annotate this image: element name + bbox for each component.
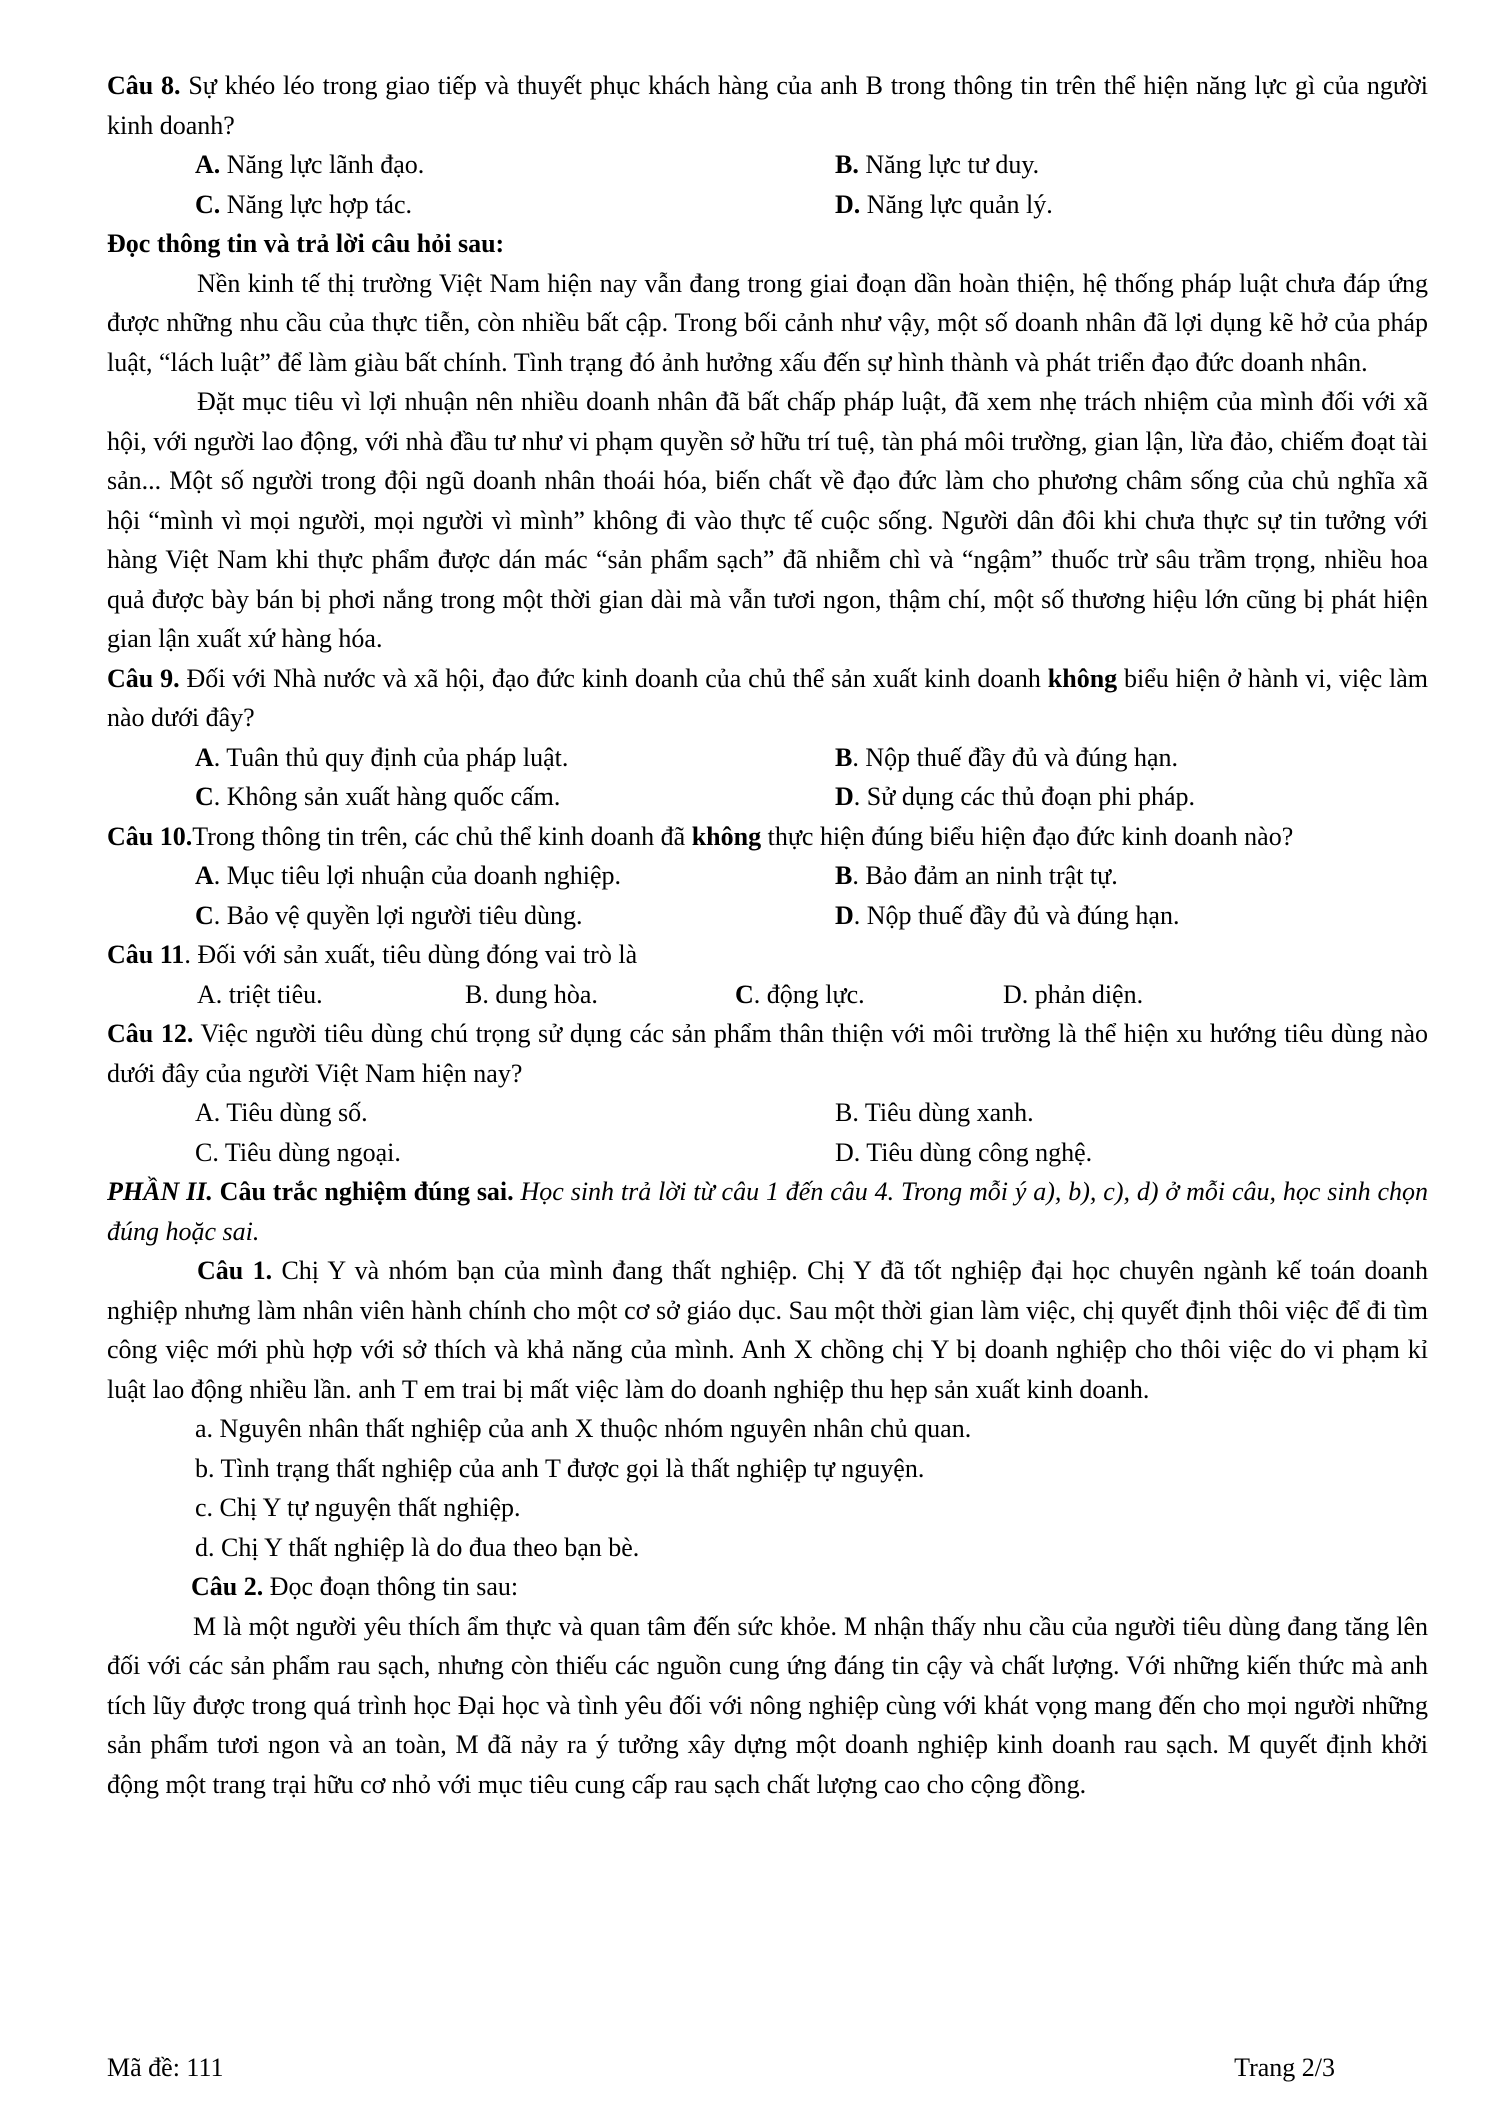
question-label: Câu 2. <box>191 1572 264 1601</box>
option-b: B. Nộp thuế đầy đủ và đúng hạn. <box>835 742 1179 772</box>
option-d: D. Tiêu dùng công nghệ. <box>835 1137 1093 1167</box>
question-label: Câu 9. <box>107 663 180 693</box>
option-c: C. Năng lực hợp tác. <box>195 189 413 219</box>
question-label: Câu 10. <box>107 821 193 851</box>
question-10-options <box>107 856 1428 935</box>
option-b: B. Bảo đảm an ninh trật tự. <box>835 861 1118 890</box>
emphasis-word: không <box>691 821 762 851</box>
option-a: A. Tiêu dùng số. <box>195 1098 368 1127</box>
question-text: Sự khéo léo trong giao tiếp và thuyết phục khách hàng của anh B trong thông tin trên thể hiện năng lực gì của người kinh doanh? <box>107 71 1428 140</box>
option-b: B. Tiêu dùng xanh. <box>835 1098 1034 1127</box>
part-label: PHẦN II. <box>107 1177 213 1206</box>
option-d: D. Năng lực quản lý. <box>835 189 1053 219</box>
question-10: Câu 10.Trong thông tin trên, các chủ thể kinh doanh đã không thực hiện đúng biểu hiện đạo đức kinh doanh nào? <box>107 821 1294 851</box>
option-a: A. Năng lực lãnh đạo. <box>195 150 425 179</box>
page-number: Trang 2/3 <box>1234 2053 1335 2082</box>
part-2-question-2: Câu 2. Đọc đoạn thông tin sau: <box>191 1572 519 1601</box>
question-label: Câu 8. <box>107 71 181 100</box>
question-label: Câu 1. <box>197 1256 273 1285</box>
question-12-options <box>107 1093 1428 1172</box>
question-11: Câu 11. Đối với sản xuất, tiêu dùng đóng vai trò là <box>107 940 638 969</box>
option-d: D. Nộp thuế đầy đủ và đúng hạn. <box>835 900 1180 930</box>
option-c: C. Bảo vệ quyền lợi người tiêu dùng. <box>195 900 583 930</box>
option-d: D. phản diện. <box>1003 979 1144 1009</box>
option-b: B. dung hòa. <box>465 979 598 1009</box>
part-instruction: Học sinh trả lời từ câu 1 đến câu 4. Trong mỗi ý a), b), c), d) ở mỗi câu, học sinh chọn đúng hoặc sai. <box>107 1177 1429 1246</box>
page-footer <box>107 2048 1335 2088</box>
part-2-header <box>107 1172 1428 1251</box>
part-title: Câu trắc nghiệm đúng sai. <box>212 1177 514 1206</box>
question-label: Câu 12. <box>107 1019 194 1048</box>
reading-heading: Đọc thông tin và trả lời câu hỏi sau: <box>107 229 505 258</box>
reading-paragraph-1: Nền kinh tế thị trường Việt Nam hiện nay vẫn đang trong giai đoạn dần hoàn thiện, hệ thống pháp luật chưa đáp ứng được những nhu cầu của thực tiễn, còn nhiều bất cập. Trong bối cảnh như vậy, một số doanh nhân đã lợi dụng kẽ hở của pháp luật, “lách luật” để làm giàu bất chính. Tình trạng đó ảnh hưởng xấu đến sự hình thành và phát triển đạo đức doanh nhân. <box>107 268 1428 377</box>
question-11-options <box>107 975 1428 1015</box>
option-a: A. triệt tiêu. <box>197 979 323 1009</box>
part-2-question-2-paragraph: M là một người yêu thích ẩm thực và quan tâm đến sức khỏe. M nhận thấy nhu cầu của người tiêu dùng đang tăng lên đối với các sản phẩm rau sạch, nhưng còn thiếu các nguồn cung ứng đáng tin cậy và chất lượng. Với những kiến thức mà anh tích lũy được trong quá trình học Đại học và tình yêu đối với nông nghiệp cùng với khát vọng mang đến cho mọi người những sản phẩm tươi ngon và an toàn, M đã nảy ra ý tưởng xây dựng một doanh nghiệp kinh doanh rau sạch. M quyết định khởi động một trang trại hữu cơ nhỏ với mục tiêu cung cấp rau sạch chất lượng cao cho cộng đồng. <box>107 1611 1428 1799</box>
option-c: C. động lực. <box>735 979 865 1009</box>
part-2-question-1: Câu 1. Chị Y và nhóm bạn của mình đang thất nghiệp. Chị Y đã tốt nghiệp đại học chuyên ngành kế toán doanh nghiệp nhưng làm nhân viên hành chính cho một cơ sở giáo dục. Sau một thời gian làm việc, chị quyết định thôi việc để đi tìm công việc mới phù hợp với sở thích và khả năng của mình. Anh X chồng chị Y bị doanh nghiệp cho thôi việc do vi phạm kỉ luật lao động nhiều lần. anh T em trai bị mất việc làm do doanh nghiệp thu hẹp sản xuất kinh doanh. <box>107 1256 1428 1404</box>
question-9-options <box>107 738 1428 817</box>
statement-b: b. Tình trạng thất nghiệp của anh T được gọi là thất nghiệp tự nguyện. <box>195 1453 925 1483</box>
statement-d: d. Chị Y thất nghiệp là do đua theo bạn bè. <box>195 1532 640 1562</box>
question-9: Câu 9. Đối với Nhà nước và xã hội, đạo đức kinh doanh của chủ thể sản xuất kinh doanh không biểu hiện ở hành vi, việc làm nào dưới đây? <box>107 663 1428 732</box>
option-a: A. Tuân thủ quy định của pháp luật. <box>195 742 569 772</box>
question-label: Câu 11 <box>107 940 185 969</box>
option-d: D. Sử dụng các thủ đoạn phi pháp. <box>835 782 1195 811</box>
emphasis-word: không <box>1047 663 1118 693</box>
reading-paragraph-2: Đặt mục tiêu vì lợi nhuận nên nhiều doanh nhân đã bất chấp pháp luật, đã xem nhẹ trách nhiệm của mình đối với xã hội, với người lao động, với nhà đầu tư như vi phạm quyền sở hữu trí tuệ, tàn phá môi trường, gian lận, lừa đảo, chiếm đoạt tài sản... Một số người trong đội ngũ doanh nhân thoái hóa, biến chất về đạo đức làm cho phương châm sống của chủ nghĩa xã hội “mình vì mọi người, mọi người vì mình” không đi vào thực tế cuộc sống. Người dân đôi khi chưa thực sự tin tưởng với hàng Việt Nam khi thực phẩm được dán mác “sản phẩm sạch” đã nhiễm chì và “ngậm” thuốc trừ sâu trầm trọng, nhiều hoa quả được bày bán bị phơi nắng trong một thời gian dài mà vẫn tươi ngon, thậm chí, một số thương hiệu lớn cũng bị phát hiện gian lận xuất xứ hàng hóa. <box>107 387 1428 653</box>
statement-c: c. Chị Y tự nguyện thất nghiệp. <box>195 1493 521 1522</box>
question-12: Câu 12. Việc người tiêu dùng chú trọng sử dụng các sản phẩm thân thiện với môi trường là thể hiện xu hướng tiêu dùng nào dưới đây của người Việt Nam hiện nay? <box>107 1019 1428 1088</box>
exam-code: Mã đề: 111 <box>107 2053 224 2082</box>
option-c: C. Không sản xuất hàng quốc cấm. <box>195 782 561 811</box>
question-8-options <box>107 145 1428 224</box>
option-c: C. Tiêu dùng ngoại. <box>195 1137 401 1167</box>
option-b: B. Năng lực tư duy. <box>835 150 1040 179</box>
statement-a: a. Nguyên nhân thất nghiệp của anh X thuộc nhóm nguyên nhân chủ quan. <box>195 1414 972 1443</box>
question-8 <box>107 66 1428 145</box>
option-a: A. Mục tiêu lợi nhuận của doanh nghiệp. <box>195 861 622 890</box>
